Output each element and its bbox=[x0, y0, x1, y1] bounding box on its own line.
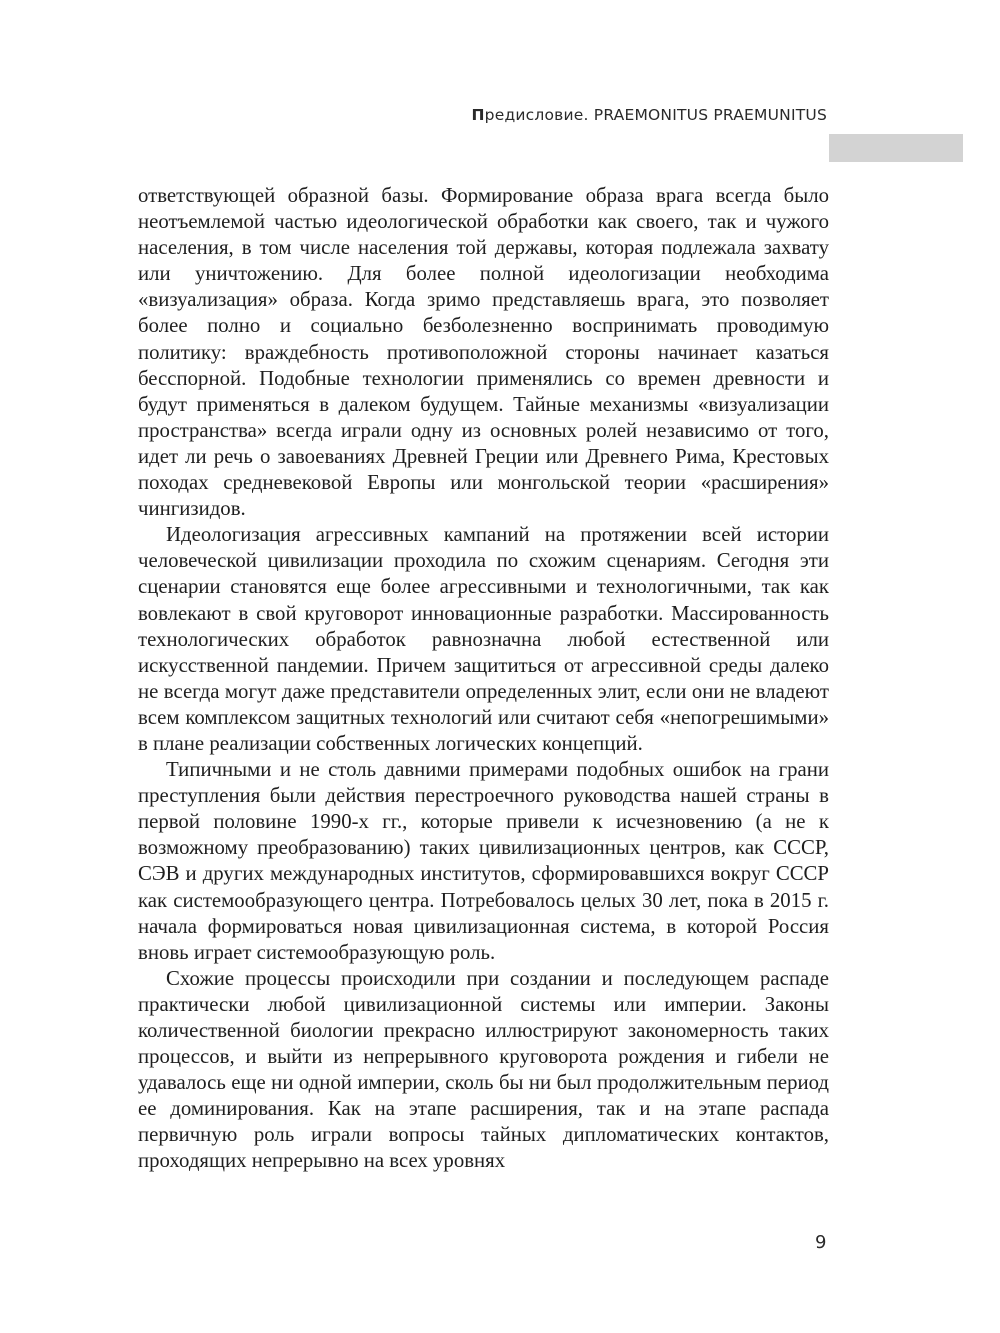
paragraph: Идеологизация агрессивных кампаний на протяжении всей истории человеческой цивилизации проходила по схожим сценариям. Сегодня эти сценарии становятся еще более агрессивными и технологичными, так как вовлекают в свой круговорот инновационные разработки. Массированность технологических обработок равнозначна любой естественной или искусственной пандемии. Причем защититься от агрессивной среды далеко не всегда могут даже представители определенных элит, если они не владеют всем комплексом защитных технологий или считают себя «непогрешимыми» в плане реализации собственных логических концепций. bbox=[138, 523, 829, 755]
book-title: PRAEMONITUS PRAEMUNITUS bbox=[593, 106, 827, 124]
paragraph-continued: ответствующей образной базы. Формирование образа врага всегда было неотъемлемой частью идеологической обработки как своего, так и чужого населения, в том числе населения той державы, которая подлежала захвату или уничтожению. Для более полной идеологизации необходима «визуализация» образа. Когда зримо представляешь врага, это позволяет более полно и социально безболезненно воспринимать проводимую политику: враждебность противоположной стороны начинает казаться бесспорной. Подобные технологии применялись со времен древности и будут применяться в далеком будущем. Тайные механизмы «визуализации пространства» всегда играли одну из основных ролей независимо от того, идет ли речь о завоеваниях Древней Греции или Древнего Рима, Крестовых походах средневековой Европы или монгольской теории «расширения» чингизидов. bbox=[138, 184, 829, 521]
running-header bbox=[471, 106, 827, 124]
paragraph: Типичными и не столь давними примерами подобных ошибок на грани преступления были действия перестроечного руководства нашей страны в первой половине 1990-х гг., которые привели к исчезновению (а не к возможному преобразованию) таких цивилизационных центров, как СССР, СЭВ и других международных институтов, сформировавшихся вокруг СССР как системообразующего центра. Потребовалось целых 30 лет, пока в 2015 г. начала формироваться новая цивилизационная система, в которой Россия вновь играет системообразующую роль. bbox=[138, 758, 829, 964]
section-name: редисловие. bbox=[484, 106, 589, 124]
chapter-thumb-tab bbox=[829, 134, 963, 162]
section-initial: П bbox=[471, 106, 485, 124]
paragraph: Схожие процессы происходили при создании и последующем распаде практически любой цивилизационной системы или империи. Законы количественной биологии прекрасно иллюстрируют закономерность таких процессов, и выйти из непрерывного круговорота рождения и гибели не удавалось еще ни одной империи, сколь бы ни был продолжительным период ее доминирования. Как на этапе расширения, так и на этапе распада первичную роль играли вопросы тайных дипломатических контактов, проходящих непрерывно на всех уровнях bbox=[138, 966, 829, 1173]
page-number: 9 bbox=[815, 1232, 827, 1253]
page-body bbox=[138, 183, 829, 1175]
